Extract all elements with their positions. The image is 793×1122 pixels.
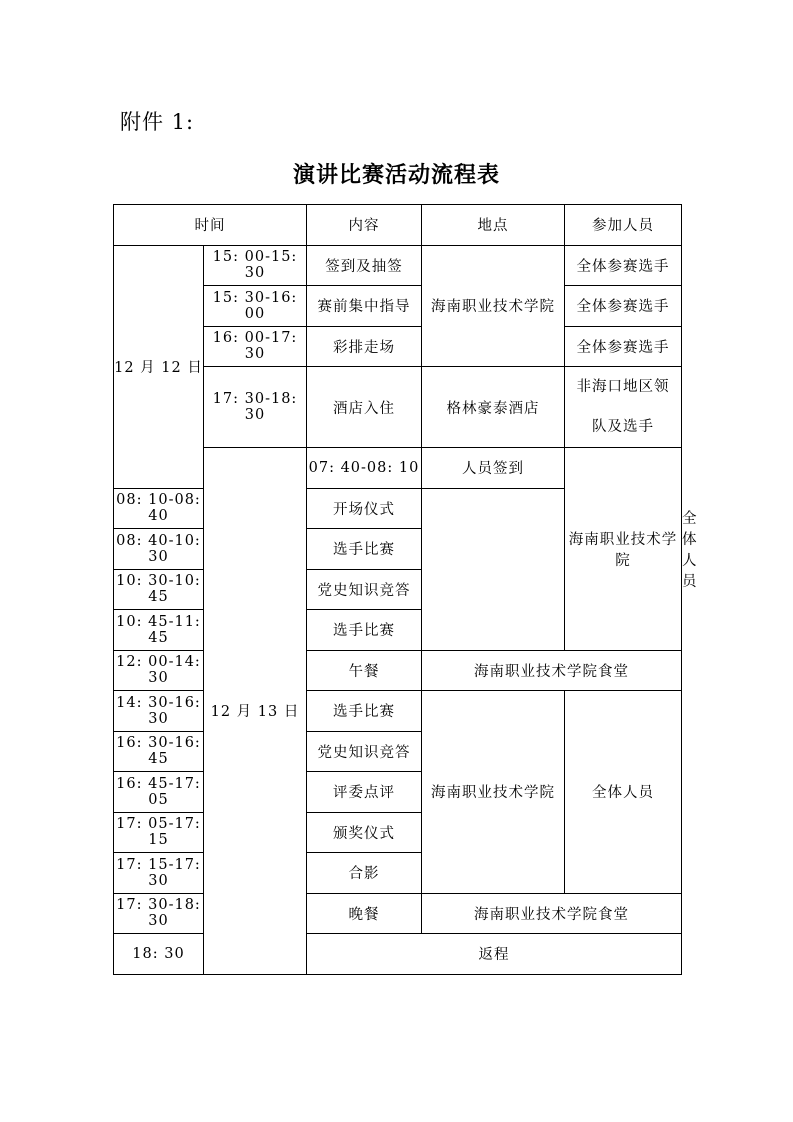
content-cell: 评委点评 [307,772,422,813]
header-location: 地点 [422,205,565,246]
header-participants: 参加人员 [565,205,682,246]
content-cell: 人员签到 [422,448,565,489]
time-cell: 08: 10-08: 40 [114,488,204,529]
content-cell: 选手比赛 [307,529,422,570]
time-cell: 15: 30-16: 00 [204,286,307,327]
table-row: 12 月 13 日 07: 40-08: 10 人员签到 海南职业技术学院 全体人员 [114,448,682,489]
date-cell: 12 月 12 日 [114,245,204,488]
participants-cell [565,367,682,448]
content-cell: 赛前集中指导 [307,286,422,327]
table-row [114,691,682,732]
location-cell: 海南职业技术学院食堂 [422,650,682,691]
attachment-label: 附件 1: [120,110,195,134]
header-content: 内容 [307,205,422,246]
content-cell: 彩排走场 [307,326,422,367]
location-cell: 海南职业技术学院 [565,448,682,651]
location-cell: 格林豪泰酒店 [422,367,565,448]
time-cell: 17: 30-18: 30 [114,893,204,934]
content-cell: 开场仪式 [307,488,422,529]
date-cell: 12 月 13 日 [204,448,307,975]
content-cell: 党史知识竞答 [307,731,422,772]
content-cell: 合影 [307,853,422,894]
header-time: 时间 [114,205,307,246]
location-cell: 海南职业技术学院食堂 [422,893,682,934]
content-cell: 午餐 [307,650,422,691]
location-cell: 海南职业技术学院 [422,691,565,894]
content-cell: 颁奖仪式 [307,812,422,853]
participants-cell: 全体人员 [565,691,682,894]
content-cell: 党史知识竞答 [307,569,422,610]
time-cell: 16: 30-16: 45 [114,731,204,772]
participants-cell: 全体参赛选手 [565,286,682,327]
time-cell: 15: 00-15: 30 [204,245,307,286]
content-cell: 酒店入住 [307,367,422,448]
time-cell: 14: 30-16: 30 [114,691,204,732]
table-row [114,650,682,691]
header-row [114,205,682,246]
time-cell: 17: 30-18: 30 [204,367,307,448]
time-cell: 17: 15-17: 30 [114,853,204,894]
location-cell: 海南职业技术学院 [422,245,565,367]
time-cell: 10: 45-11: 45 [114,610,204,651]
table-row [114,245,682,286]
time-cell: 17: 05-17: 15 [114,812,204,853]
content-cell: 返程 [307,934,682,975]
table-row [114,934,682,975]
time-cell: 16: 00-17: 30 [204,326,307,367]
time-cell: 08: 40-10: 30 [114,529,204,570]
participants-text: 非海口地区领队及选手 [576,379,670,435]
page-title: 演讲比赛活动流程表 [292,162,500,188]
content-cell: 选手比赛 [307,610,422,651]
content-cell: 选手比赛 [307,691,422,732]
time-cell: 10: 30-10: 45 [114,569,204,610]
table-row [114,893,682,934]
time-cell: 18: 30 [114,934,204,975]
participants-cell: 全体参赛选手 [565,326,682,367]
content-cell: 签到及抽签 [307,245,422,286]
content-cell: 晚餐 [307,893,422,934]
time-cell: 07: 40-08: 10 [307,448,422,489]
time-cell: 16: 45-17: 05 [114,772,204,813]
schedule-table [113,204,698,975]
participants-cell: 全体参赛选手 [565,245,682,286]
time-cell: 12: 00-14: 30 [114,650,204,691]
